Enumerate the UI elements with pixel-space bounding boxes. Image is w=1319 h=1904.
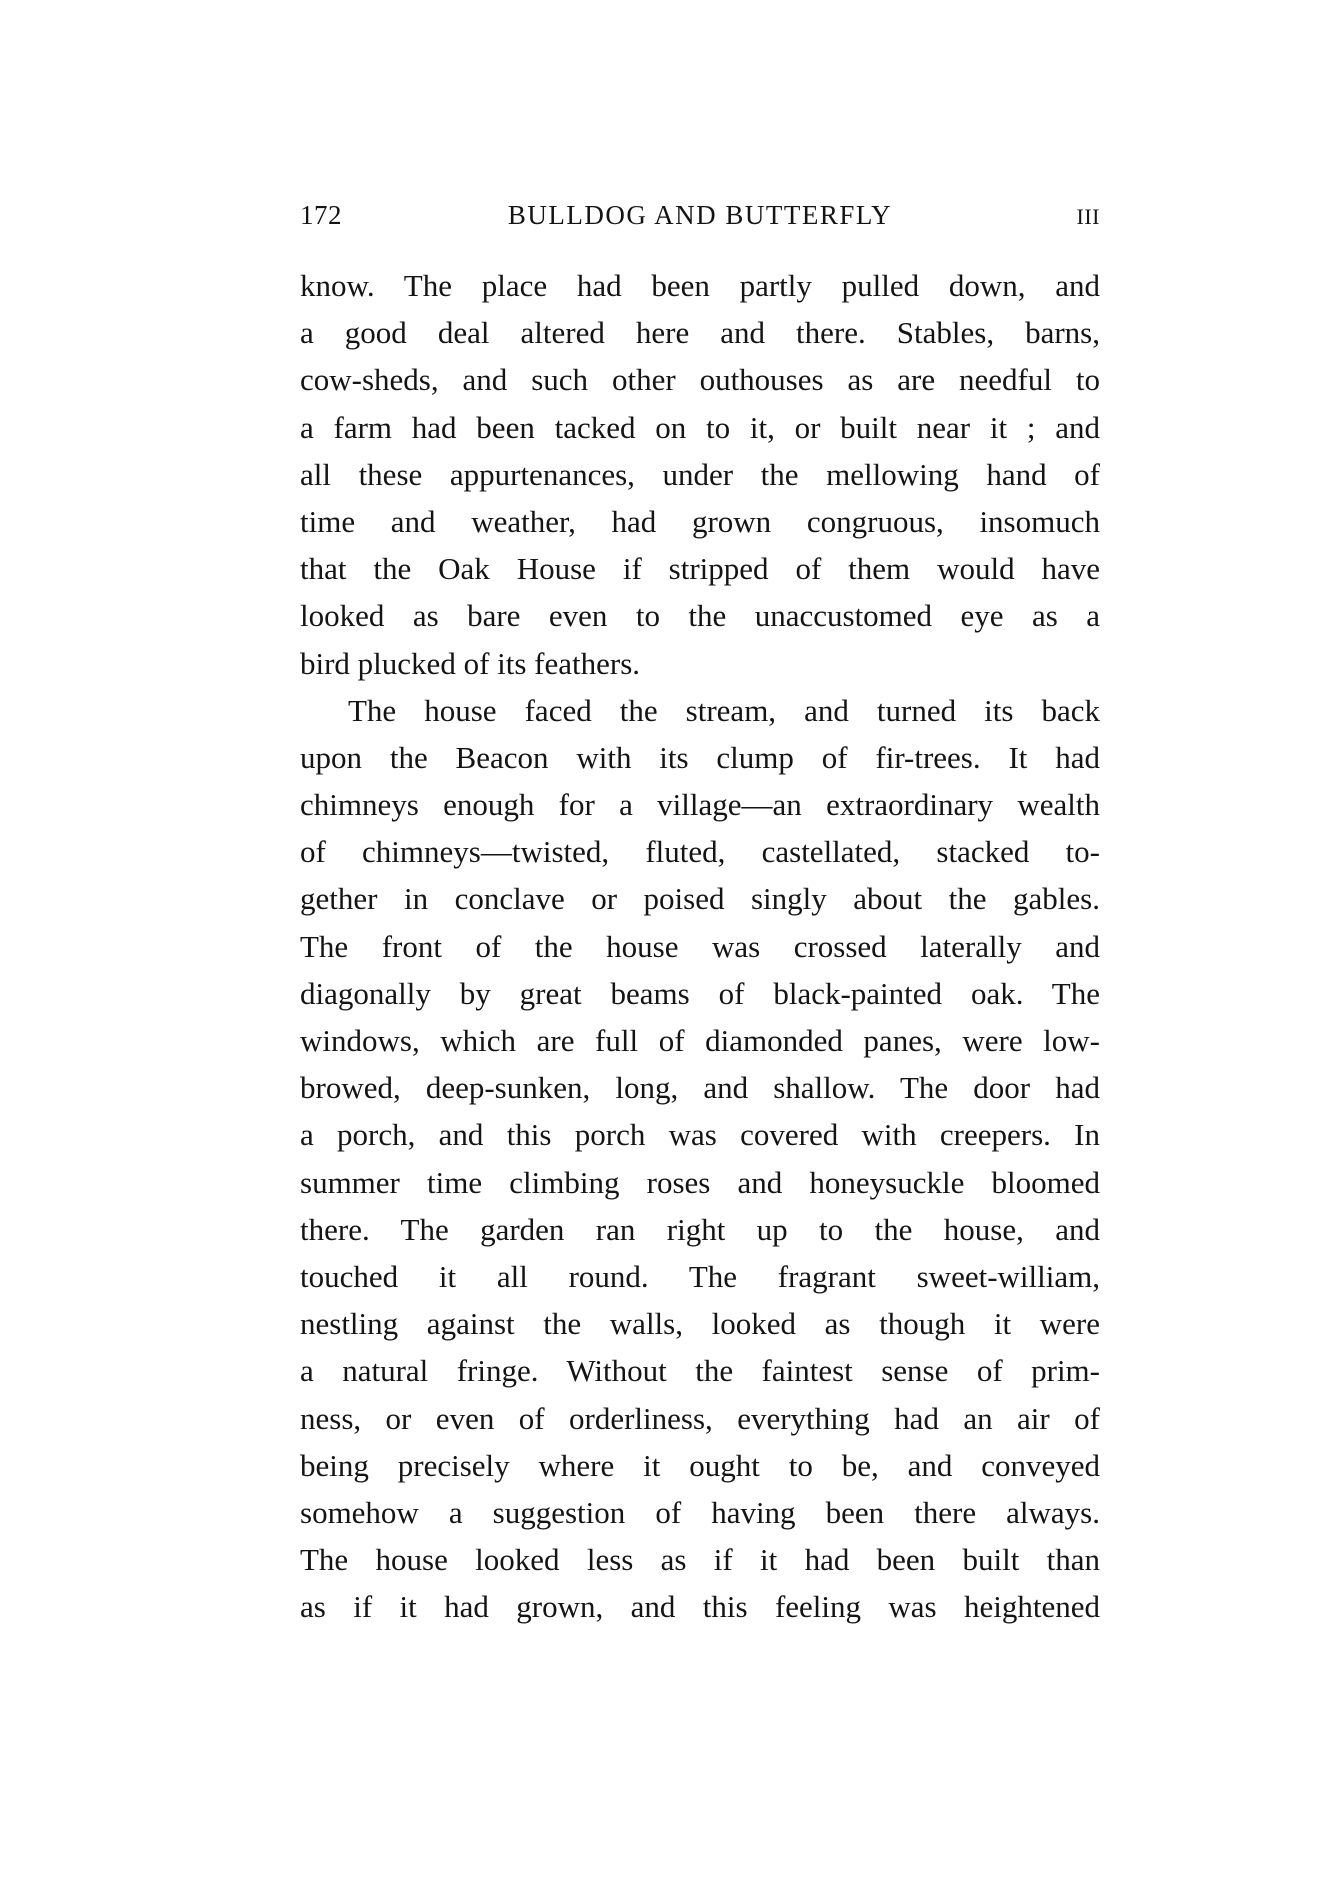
running-title: BULLDOG AND BUTTERFLY [507, 200, 893, 230]
text-line: a natural fringe. Without the faintest sense of prim- [300, 1353, 1100, 1389]
text-line: of chimneys—twisted, fluted, castellated, stacked to- [300, 834, 1100, 870]
text-line: browed, deep-sunken, long, and shallow. The door had [300, 1070, 1100, 1106]
text-line: somehow a suggestion of having been there always. [300, 1494, 1100, 1530]
text-line: that the Oak House if stripped of them would have [300, 551, 1100, 587]
text-line: The house faced the stream, and turned its back [348, 692, 1100, 728]
running-header [300, 200, 1100, 236]
text-line: being precisely where it ought to be, and conveyed [300, 1447, 1100, 1483]
text-line: there. The garden ran right up to the house, and [300, 1211, 1100, 1247]
text-line: looked as bare even to the unaccustomed eye as a [300, 598, 1100, 634]
paragraph-1 [300, 262, 1100, 687]
text-line: a farm had been tacked on to it, or built near it ; and [300, 409, 1100, 445]
text-line: summer time climbing roses and honeysuckle bloomed [300, 1164, 1100, 1200]
body-text [300, 262, 1100, 1630]
text-line: time and weather, had grown congruous, insomuch [300, 503, 1100, 539]
paragraph-2 [300, 687, 1100, 1631]
text-line: bird plucked of its feathers. [300, 645, 641, 681]
text-line: The front of the house was crossed laterally and [300, 928, 1100, 964]
text-line: windows, which are full of diamonded panes, were low- [300, 1023, 1100, 1058]
text-line: know. The place had been partly pulled down, and [300, 268, 1100, 303]
text-line: ness, or even of orderliness, everything had an air of [300, 1400, 1100, 1436]
chapter-number: III [1076, 204, 1100, 229]
text-line: The house looked less as if it had been built than [300, 1542, 1100, 1578]
text-line: touched it all round. The fragrant sweet-william, [300, 1258, 1100, 1294]
text-line: upon the Beacon with its clump of fir-trees. It had [300, 739, 1100, 775]
text-line: all these appurtenances, under the mellowing hand of [300, 456, 1100, 492]
text-line: diagonally by great beams of black-painted oak. The [300, 975, 1100, 1011]
text-line: a good deal altered here and there. Stables, barns, [300, 315, 1100, 351]
text-line: chimneys enough for a village—an extraordinary wealth [300, 787, 1100, 823]
text-line: as if it had grown, and this feeling was heightened [300, 1589, 1100, 1625]
text-line: a porch, and this porch was covered with creepers. In [300, 1117, 1100, 1153]
text-line: nestling against the walls, looked as though it were [300, 1306, 1100, 1342]
text-line: gether in conclave or poised singly about the gables. [300, 881, 1100, 917]
text-line: cow-sheds, and such other outhouses as are needful to [300, 362, 1100, 398]
page-number: 172 [300, 200, 342, 230]
